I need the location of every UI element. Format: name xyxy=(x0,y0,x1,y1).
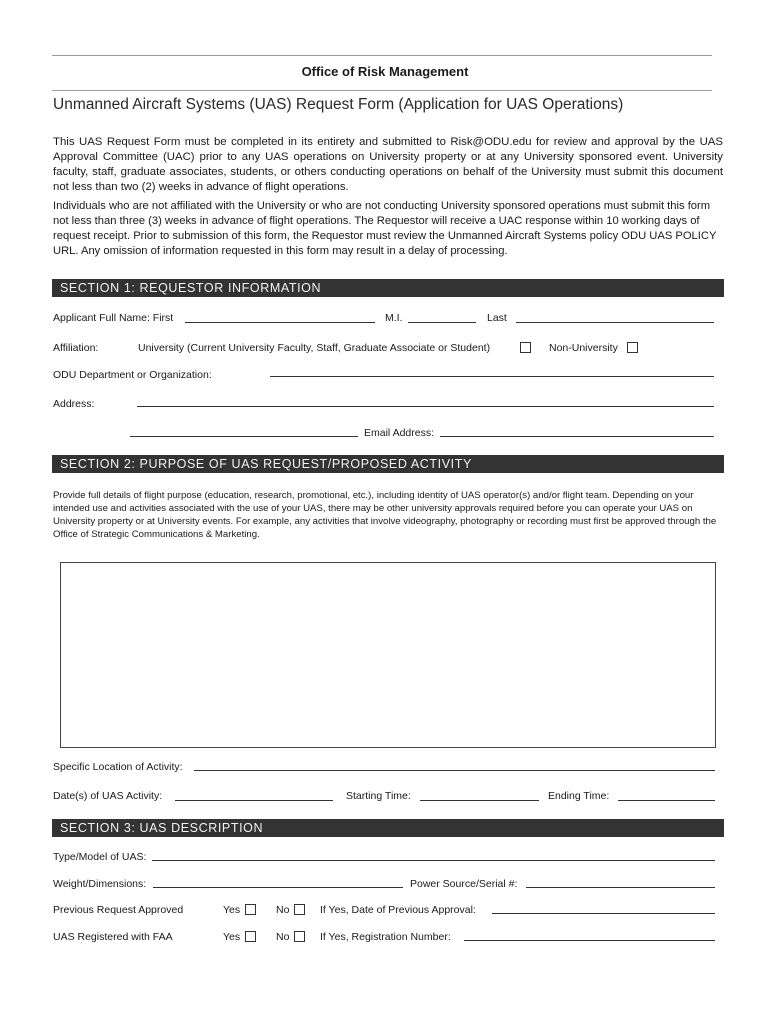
university-checkbox[interactable] xyxy=(520,342,531,353)
weight-label: Weight/Dimensions: xyxy=(53,878,147,890)
address-field-line-2[interactable] xyxy=(130,436,358,437)
prev-yes-label: Yes xyxy=(223,904,241,916)
top-rule xyxy=(52,55,712,56)
non-university-checkbox[interactable] xyxy=(627,342,638,353)
faa-no-checkbox[interactable] xyxy=(294,931,305,942)
mi-label: M.I. xyxy=(385,312,403,324)
applicant-first-label: Applicant Full Name: First xyxy=(53,312,174,324)
department-label: ODU Department or Organization: xyxy=(53,369,212,381)
power-serial-field[interactable] xyxy=(526,887,715,888)
address-label: Address: xyxy=(53,398,95,410)
purpose-description: Provide full details of flight purpose (education, research, promotional, etc.), including identity of UAS operator(s) and/or flight team. Depending on your intended use and activities associated with the use of your UAS, there may be other university approvals required before you can operate your UAS on University property or at University events. For example, any activities that involve videography, photography or recording must first be approved through the Office of Strategic Communications & Marketing. xyxy=(53,490,717,540)
type-model-label: Type/Model of UAS: xyxy=(53,851,147,863)
prev-date-field[interactable] xyxy=(492,913,715,914)
section-3-heading: SECTION 3: UAS DESCRIPTION xyxy=(52,819,724,837)
title-rule xyxy=(52,90,712,91)
dates-label: Date(s) of UAS Activity: xyxy=(53,790,163,802)
location-field[interactable] xyxy=(194,770,715,771)
faa-yes-label: Yes xyxy=(223,931,241,943)
mi-field[interactable] xyxy=(408,322,476,323)
start-time-field[interactable] xyxy=(420,800,539,801)
prev-yes-checkbox[interactable] xyxy=(245,904,256,915)
email-label: Email Address: xyxy=(364,427,435,439)
end-time-field[interactable] xyxy=(618,800,715,801)
section-2-heading: SECTION 2: PURPOSE OF UAS REQUEST/PROPOSED ACTIVITY xyxy=(52,455,724,473)
location-label: Specific Location of Activity: xyxy=(53,761,183,773)
email-field[interactable] xyxy=(440,436,714,437)
registration-number-field[interactable] xyxy=(464,940,715,941)
type-model-field[interactable] xyxy=(152,860,715,861)
affiliation-label: Affiliation: xyxy=(53,342,99,354)
prev-approved-label: Previous Request Approved xyxy=(53,904,184,916)
prev-date-label: If Yes, Date of Previous Approval: xyxy=(320,904,476,916)
university-option-label: University (Current University Faculty, Staff, Graduate Associate or Student) xyxy=(138,342,491,354)
office-heading: Office of Risk Management xyxy=(301,64,469,79)
end-time-label: Ending Time: xyxy=(548,790,610,802)
faa-no-label: No xyxy=(276,931,290,943)
section-1-heading: SECTION 1: REQUESTOR INFORMATION xyxy=(52,279,724,297)
first-name-field[interactable] xyxy=(185,322,375,323)
last-name-field[interactable] xyxy=(516,322,714,323)
intro-paragraph-1: This UAS Request Form must be completed in its entirety and submitted to Risk@ODU.edu for review and approval by the UAS Approval Committee (UAC) prior to any UAS operations on University property or at any University sponsored event. University faculty, staff, graduate associates, students, or others conducting operations on behalf of the University must submit this document not less than two (2) weeks in advance of flight operations. xyxy=(53,136,723,193)
form-title: Unmanned Aircraft Systems (UAS) Request Form (Application for UAS Operations) xyxy=(53,96,624,113)
prev-no-checkbox[interactable] xyxy=(294,904,305,915)
dates-field[interactable] xyxy=(175,800,333,801)
address-field[interactable] xyxy=(137,406,714,407)
intro-paragraph-2: Individuals who are not affiliated with the University or who are not conducting University sponsored operations must submit this form not less than three (3) weeks in advance of flight operations. The Requestor will receive a UAC response within 10 working days of request receipt. Prior to submission of this form, the Requestor must review the Unmanned Aircraft Systems policy ODU UAS POLICY URL. Any omission of information requested in this form may result in a delay of processing. xyxy=(53,200,717,257)
start-time-label: Starting Time: xyxy=(346,790,411,802)
power-serial-label: Power Source/Serial #: xyxy=(410,878,518,890)
last-label: Last xyxy=(487,312,507,324)
weight-field[interactable] xyxy=(153,887,403,888)
faa-yes-checkbox[interactable] xyxy=(245,931,256,942)
registration-number-label: If Yes, Registration Number: xyxy=(320,931,451,943)
department-field[interactable] xyxy=(270,376,714,377)
faa-registered-label: UAS Registered with FAA xyxy=(53,931,173,943)
non-university-option-label: Non-University xyxy=(549,342,618,354)
purpose-textarea[interactable] xyxy=(60,562,716,748)
prev-no-label: No xyxy=(276,904,290,916)
